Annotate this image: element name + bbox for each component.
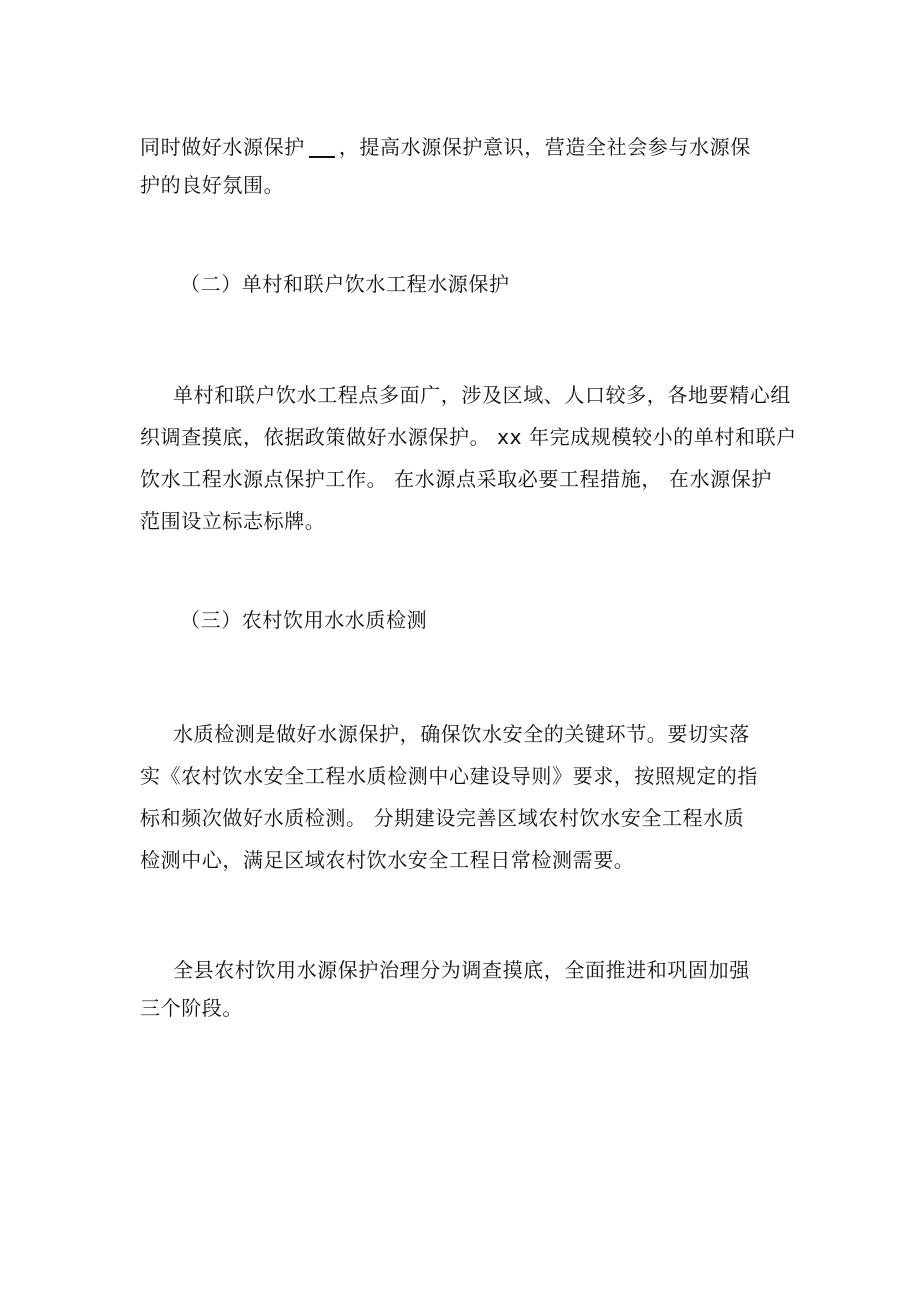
text-line: 饮水工程水源点保护工作。 在水源点采取必要工程措施， 在水源保护 [140, 467, 772, 491]
text-segment: 同时做好水源保护 [140, 135, 305, 159]
text-line: 水质检测是做好水源保护，确保饮水安全的关键环节。要切实落 [173, 722, 750, 746]
text-line: 织调查摸底，依据政策做好水源保护。 xx 年完成规模较小的单村和联户 [140, 425, 797, 449]
blank-underline [309, 156, 335, 158]
text-line: 检测中心，满足区域农村饮水安全工程日常检测需要。 [140, 848, 635, 872]
text-segment: ，提高水源保护意识，营造全社会参与水源保 [338, 135, 751, 159]
text-line [140, 135, 751, 159]
text-line: 护的良好氛围。 [140, 173, 285, 197]
text-line: 实《农村饮水安全工程水质检测中心建设导则》要求，按照规定的指 [140, 764, 758, 788]
text-line: 范围设立标志标牌。 [140, 509, 326, 533]
text-line: 三个阶段。 [140, 996, 243, 1020]
text-line: 全县农村饮用水源保护治理分为调查摸底，全面推进和巩固加强 [173, 958, 750, 982]
text-line: 标和频次做好水质检测。 分期建设完善区域农村饮水安全工程水质 [140, 806, 745, 830]
text-line: 单村和联户饮水工程点多面广，涉及区域、人口较多，各地要精心组 [173, 383, 791, 407]
section-heading-3: （三）农村饮用水水质检测 [180, 608, 428, 632]
section-heading-2: （二）单村和联户饮水工程水源保护 [180, 272, 510, 296]
